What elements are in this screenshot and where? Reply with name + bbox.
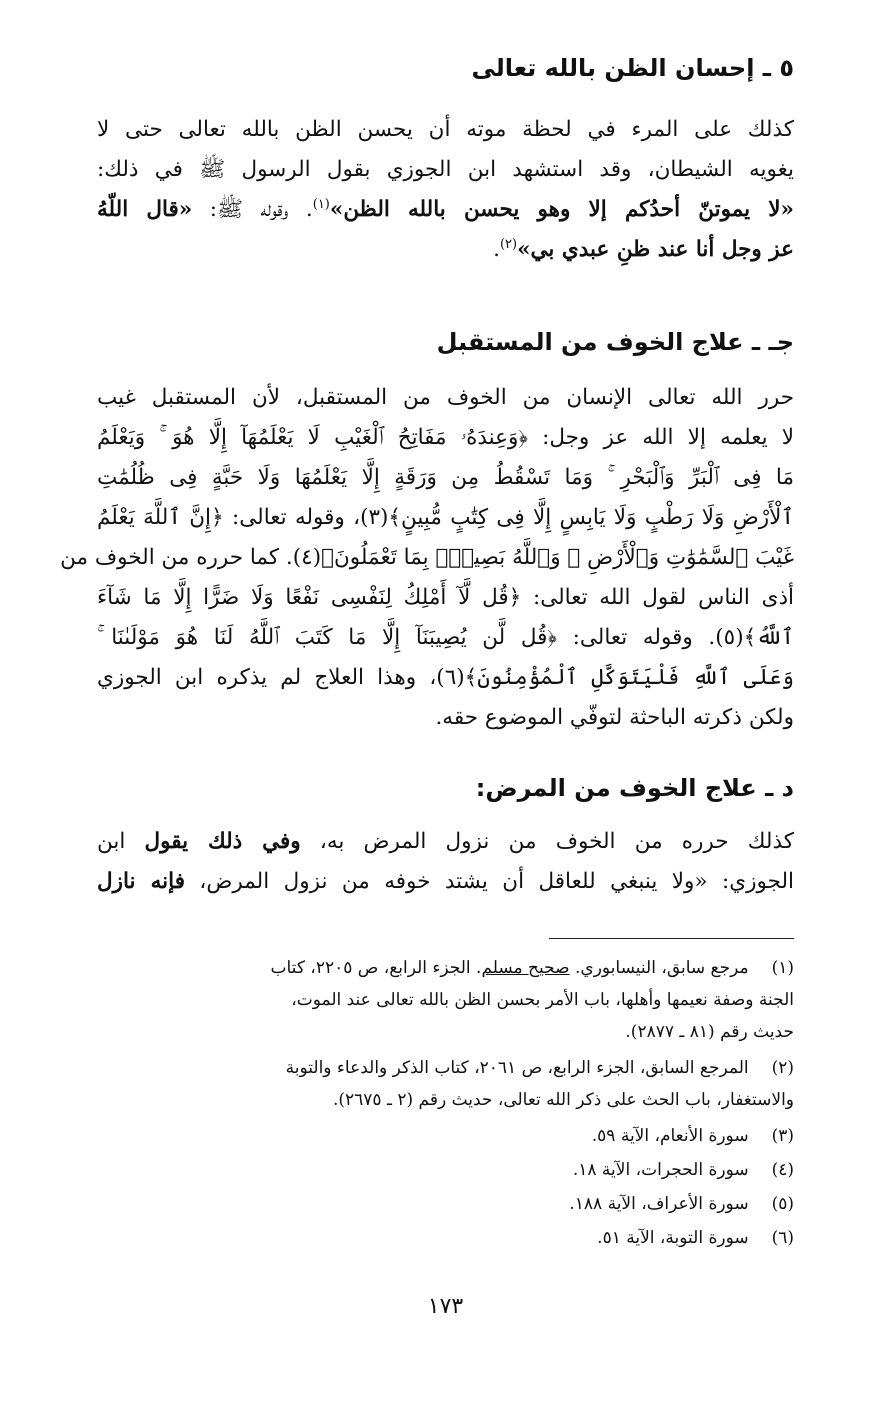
footnote-number: (٦) [771,1228,794,1248]
footnote-continuation: حديث رقم (٨١ ـ ٢٨٧٧). [625,1022,794,1042]
footnote-6 [97,1222,794,1254]
paragraph-text: ابن [97,829,145,854]
page-number: ١٧٣ [427,1294,464,1319]
hadith-quote: «لا يموتنّ أحدُكم إلا وهو يحسن بالله الظن» [329,197,794,222]
section-heading: د ـ علاج الخوف من المرض: [475,774,794,802]
paragraph-text: . وقوله ﷺ: [192,197,313,222]
footnote-divider [549,938,794,939]
footnote-text: سورة الأنعام، الآية ٥٩. [591,1126,749,1146]
paragraph-line [97,230,794,270]
paragraph-line: مَا فِى ٱلْبَرِّ وَٱلْبَحْرِ ۚ وَمَا تَسْقُطُ مِن وَرَقَةٍ إِلَّا يَعْلَمُهَا وَلَا حَبَّةٍ فِى ظُلُمَٰتِ [97,465,794,490]
footnote-text: المرجع السابق، الجزء الرابع، ص ٢٠٦١، كتاب الذكر والدعاء والتوبة [285,1058,749,1078]
footnote-number: (٢) [771,1058,794,1078]
paragraph-line: ولكن ذكرته الباحثة لتوفّي الموضوع حقه. [435,705,794,730]
hadith-quote: «قال اللّهُ [97,197,193,222]
footnote-text: سورة الحجرات، الآية ١٨. [572,1160,749,1180]
paragraph-text: . [493,237,500,262]
paragraph-line [97,190,794,230]
paragraph-line: وَعَلَى ٱللَّهِ فَلْيَتَوَكَّلِ ٱلْمُؤْمِنُونَ﴾(٦)، وهذا العلاج لم يذكره ابن الجوزي [97,665,795,690]
paragraph-line [97,862,794,902]
paragraph-line: حرر الله تعالى الإنسان من الخوف من المستقبل، لأن المستقبل غيب [97,385,794,410]
footnote-continuation: والاستغفار، باب الحث على ذكر الله تعالى، حديث رقم (٢ ـ ٢٦٧٥). [332,1090,794,1110]
footnote-3 [97,1120,794,1152]
section-heading: جـ ـ علاج الخوف من المستقبل [436,328,794,356]
footnote-continuation: الجنة وصفة نعيمها وأهلها، باب الأمر بحسن الظن بالله تعالى عند الموت، [291,990,794,1010]
book-title: صحيح مسلم [481,958,570,978]
footnote-ref: (٢) [499,236,518,252]
paragraph-line: ٱلْأَرْضِ وَلَا رَطْبٍ وَلَا يَابِسٍ إِلَّا فِى كِتَٰبٍ مُّبِينٍ﴾(٣)، وقوله تعالى: ﴿إِنَّ ٱللَّهَ يَعْلَمُ [97,505,794,530]
footnote-number: (٥) [771,1194,794,1214]
paragraph-line: يغويه الشيطان، وقد استشهد ابن الجوزي بقول الرسول ﷺ في ذلك: [97,157,794,182]
footnote-2 [97,1052,794,1084]
footnote-ref: (١) [312,196,330,212]
footnote-text: . الجزء الرابع، ص ٢٢٠٥، كتاب [270,958,482,978]
paragraph-text-bold: فإنه نازل [97,869,185,894]
paragraph-text: الجوزي: «ولا ينبغي للعاقل أن يشتد خوفه من نزول المرض، [184,869,794,894]
hadith-quote: عز وجل أنا عند ظنِ عبدي بي» [517,237,794,262]
paragraph-line [97,822,794,862]
paragraph-line: لا يعلمه إلا الله عز وجل: ﴿وَعِندَهُۥ مَفَاتِحُ ٱلْغَيْبِ لَا يَعْلَمُهَآ إِلَّا هُوَ ۚ وَيَعْلَمُ [97,425,794,450]
footnote-1 [97,952,794,984]
footnote-5 [97,1188,794,1220]
footnote-4 [97,1154,794,1186]
paragraph-text: كذلك حرره من الخوف من نزول المرض به، [300,829,794,854]
footnote-number: (٤) [771,1160,794,1180]
footnote-text: مرجع سابق، النيسابوري. [569,958,749,978]
paragraph-line: غَيْبَ ٱلسَّمَٰوَٰتِ وَٱلْأَرْضِ ۚ وَٱللَّهُ بَصِيرٌۢ بِمَا تَعْمَلُونَ﴾(٤). كما حرره من الخوف من [60,545,794,570]
footnote-number: (١) [771,958,794,978]
paragraph-line: أذى الناس لقول الله تعالى: ﴿قُل لَّآ أَمْلِكُ لِنَفْسِى نَفْعًا وَلَا ضَرًّا إِلَّا مَا شَآءَ [97,585,794,610]
paragraph-line: ٱللَّهُ﴾(٥). وقوله تعالى: ﴿قُل لَّن يُصِيبَنَآ إِلَّا مَا كَتَبَ ٱللَّهُ لَنَا هُوَ مَوْلَىٰنَا ۚ [97,625,794,650]
footnote-text: سورة الأعراف، الآية ١٨٨. [569,1194,749,1214]
footnote-text: سورة التوبة، الآية ٥١. [597,1228,749,1248]
paragraph-line: كذلك على المرء في لحظة موته أن يحسن الظن بالله تعالى حتى لا [97,117,794,142]
paragraph-text-bold: وفي ذلك يقول [144,829,301,854]
footnote-number: (٣) [771,1126,794,1146]
section-heading: ٥ ـ إحسان الظن بالله تعالى [471,54,794,82]
